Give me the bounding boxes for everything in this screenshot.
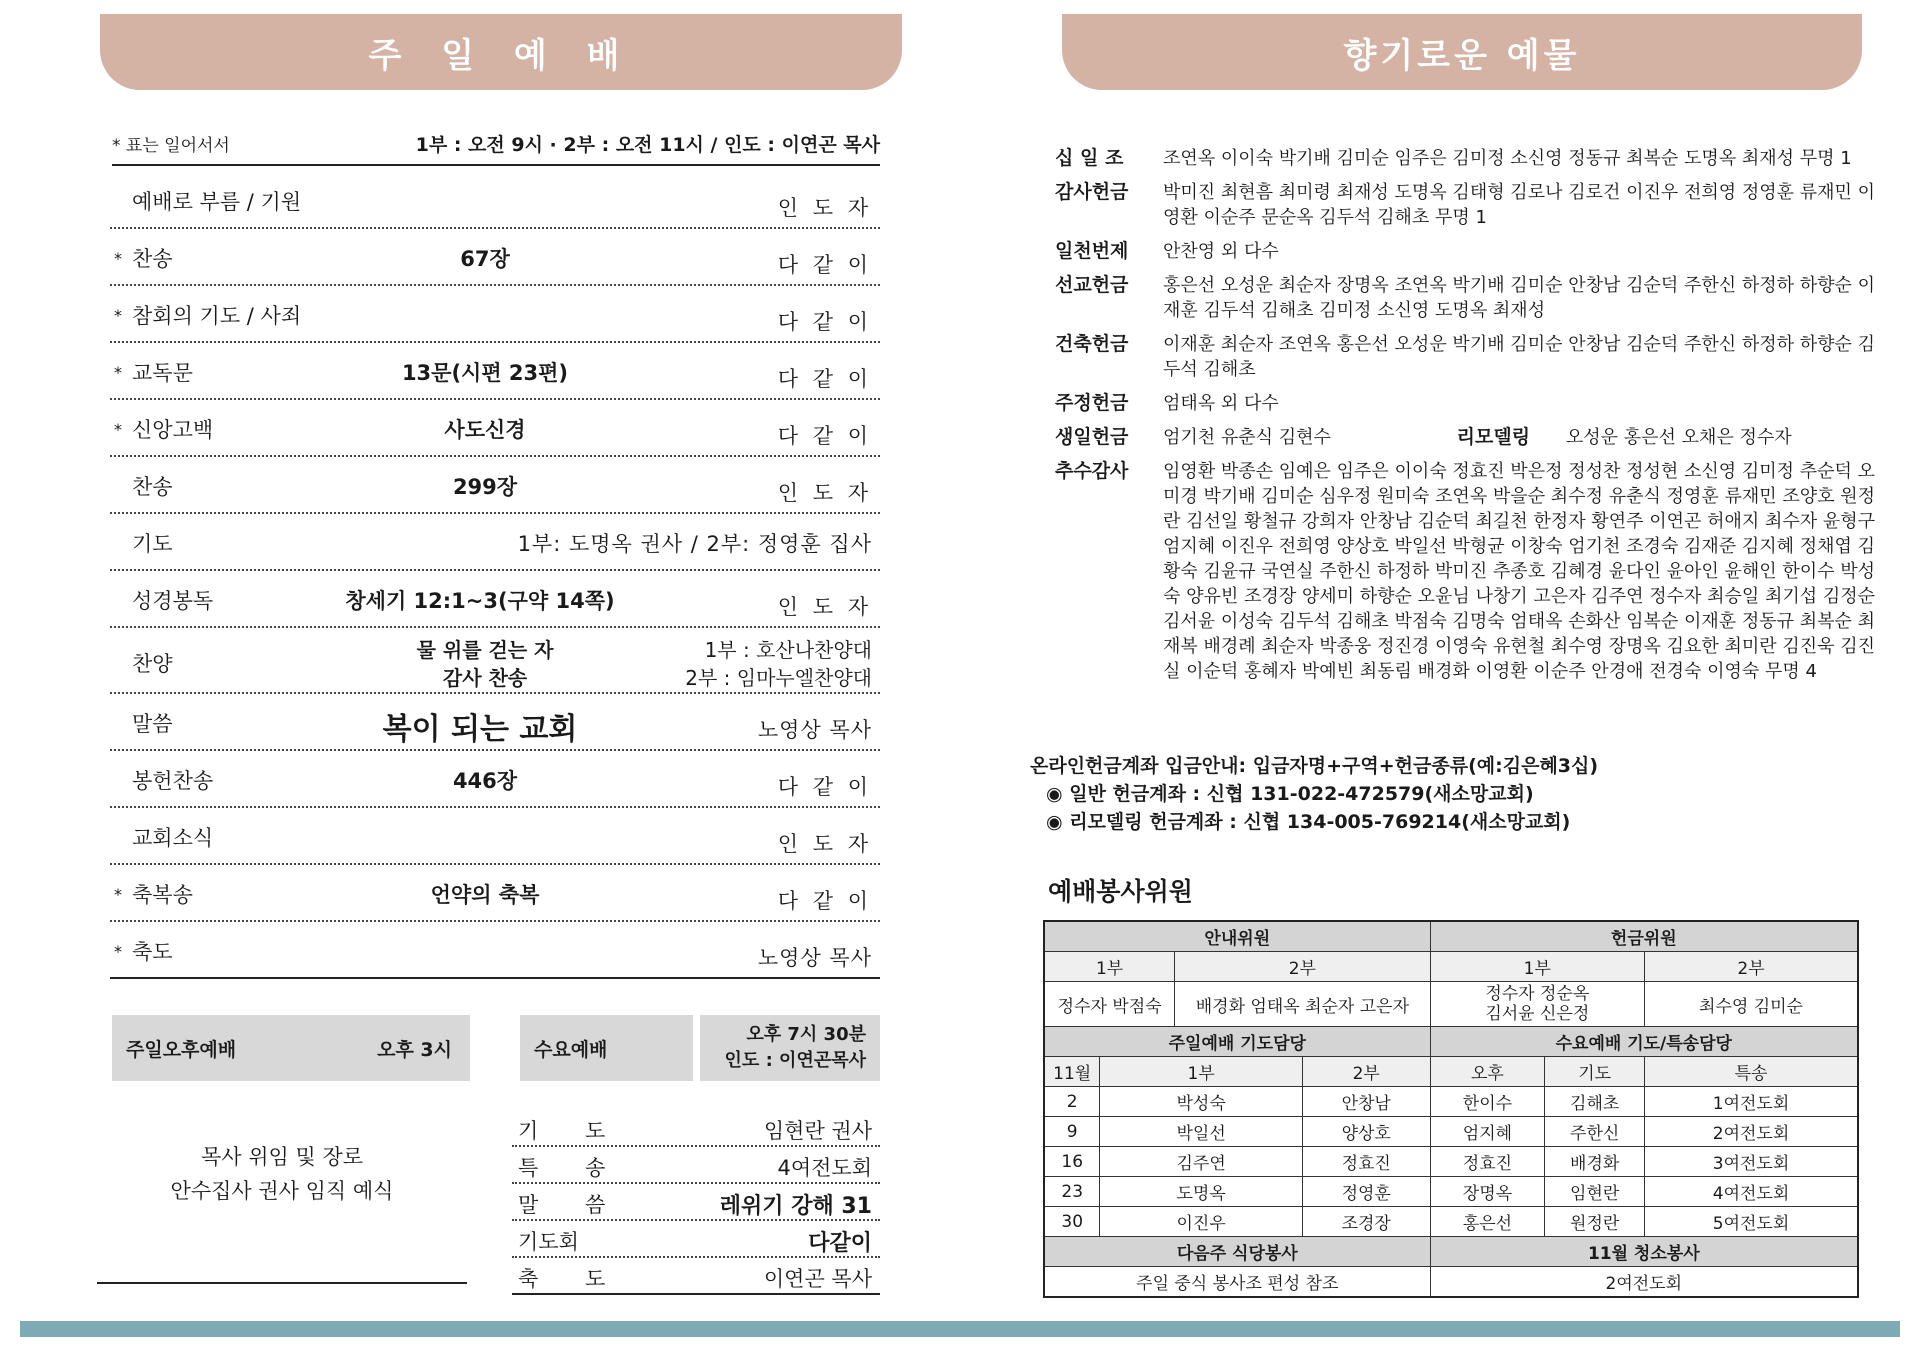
order-leader: 2부 : 임마누엘찬양대 [685, 666, 872, 690]
table-row [1044, 1147, 1858, 1177]
order-row [110, 808, 880, 865]
order-leader: 다 같 이 [777, 310, 872, 334]
order-row [110, 286, 880, 343]
name-cell: 배경화 [1545, 1147, 1645, 1177]
offering-type: 건축헌금 [1055, 333, 1129, 355]
order-label: 교회소식 [132, 826, 214, 850]
wednesday-leader: 인도 : 이연곤목사 [724, 1050, 866, 1071]
wednesday-row [512, 1184, 880, 1221]
offering-names: 홍은선 오성운 최순자 장명옥 조연옥 박기배 김미순 안창남 김순덕 주한신 하정하 하향순 이재훈 김두석 김해초 김미정 소신영 도명옥 최재성 [1163, 275, 1876, 321]
order-label: 찬양 [132, 652, 173, 676]
name-cell: 장명옥 [1430, 1177, 1545, 1207]
order-label: 성경봉독 [132, 589, 214, 613]
name-cell: 원정란 [1545, 1207, 1645, 1237]
wednesday-row [512, 1258, 880, 1295]
order-leader: 1부 : 호산나찬양대 [704, 638, 872, 662]
service-committee-table [1043, 920, 1859, 1298]
meal-service-header: 다음주 식당봉사 [1044, 1237, 1430, 1267]
offering-names: 엄태옥 외 다수 [1163, 393, 1279, 414]
order-label: 축복송 [132, 883, 193, 907]
offering-names: 임영환 박종손 임예은 임주은 이이숙 정효진 박은정 정성찬 정성현 소신영 김미정 추순덕 오미경 박기배 김미순 심우정 원미숙 조연옥 박을순 최수정 유춘식 정영훈 류재민 조양호 원정란 김선일 황철규 강희자 안창남 김순덕 최길천 한정자 황연주 이연곤 허애지 최수자 윤형구 엄지혜 이진우 전희영 양상호 박일선 박형균 이창숙 엄기천 조경숙 김재준 김지혜 정채엽 김황숙 김윤규 국연실 주한신 하정하 박미진 추종호 김혜경 윤다인 윤아인 윤해인 한이수 박성숙 양유빈 조경장 양세미 하향순 오윤님 나창기 고은자 김주연 정수자 최승일 최기섭 김정순 김서윤 이성숙 김두석 김해초 박점숙 김명숙 엄태옥 손화산 임복순 이재훈 정동규 최복순 최재복 배경례 최순자 박종웅 정진경 이영숙 유현철 최수영 장명옥 김요한 최미란 김진욱 김진실 이순덕 홍혜자 박예빈 최동림 배경화 이영환 이순주 안경애 전경숙 이영숙 무명 4 [1163, 461, 1876, 682]
meal-service-value: 주일 중식 봉사조 편성 참조 [1044, 1267, 1430, 1298]
remodel-account: ◉ 리모델링 헌금계좌 : 신협 134-005-769214(새소망교회) [1046, 811, 1571, 833]
part-label: 1부 [1044, 952, 1175, 982]
service-times: 1부 : 오전 9시 · 2부 : 오전 11시 / 인도 : 이연곤 목사 [415, 133, 880, 156]
wednesday-row-value: 4여전도회 [777, 1156, 872, 1180]
ordination-line: 목사 위임 및 장로 [200, 1145, 364, 1169]
part-label: 2부 [1645, 952, 1858, 982]
offering-names: 안찬영 외 다수 [1163, 241, 1279, 262]
online-giving-info [1030, 752, 1598, 836]
order-title: 창세기 12:1~3(구약 14쪽) [345, 589, 615, 613]
wednesday-prayer-header: 수요예배 기도/특송담당 [1430, 1027, 1858, 1057]
wednesday-order [512, 1110, 880, 1295]
table-row [1044, 1207, 1858, 1237]
general-account: ◉ 일반 헌금계좌 : 신협 131-022-472579(새소망교회) [1046, 783, 1534, 805]
name-cell: 한이수 [1430, 1087, 1545, 1117]
month-label: 11월 [1044, 1057, 1100, 1087]
offering-type: 생일헌금 [1055, 426, 1129, 448]
order-label: 예배로 부름 / 기원 [132, 190, 302, 214]
order-label: 신앙고백 [132, 418, 214, 442]
wednesday-row-value: 다같이 [808, 1231, 872, 1256]
order-leader: 1부: 도명옥 권사 / 2부: 정영훈 집사 [517, 532, 872, 556]
order-leader: 인 도 자 [777, 595, 872, 619]
standing-mark: * [114, 420, 122, 439]
name-cell: 양상호 [1302, 1117, 1430, 1147]
order-label: 찬송 [132, 247, 173, 271]
order-leader: 인 도 자 [777, 196, 872, 220]
group-cell: 2여전도회 [1645, 1117, 1858, 1147]
name-cell: 안창남 [1302, 1087, 1430, 1117]
date-cell: 23 [1044, 1177, 1100, 1207]
offering-row [1055, 239, 1875, 264]
date-cell: 16 [1044, 1147, 1100, 1177]
offerings-banner: 향기로운 예물 [1062, 14, 1862, 90]
group-cell: 5여전도회 [1645, 1207, 1858, 1237]
sermon-title: 복이 되는 교회 [382, 712, 578, 747]
committee-name-line: 김서윤 신은정 [1485, 1004, 1590, 1024]
column-label: 기도 [1545, 1057, 1645, 1087]
usher-header: 안내위원 [1044, 921, 1430, 952]
offering-type: 십 일 조 [1055, 147, 1124, 169]
afternoon-service-label: 주일오후예배 [112, 1015, 301, 1081]
name-cell: 조경장 [1302, 1207, 1430, 1237]
offering-row [1055, 391, 1875, 416]
part-label: 1부 [1430, 952, 1644, 982]
wednesday-row-label: 기도회 [518, 1230, 579, 1254]
order-row [110, 751, 880, 808]
table-row [1044, 1087, 1858, 1117]
order-row [110, 343, 880, 400]
name-cell: 엄지혜 [1430, 1117, 1545, 1147]
name-cell: 정효진 [1302, 1147, 1430, 1177]
wednesday-row-label: 특 송 [518, 1156, 626, 1180]
order-label: 교독문 [132, 361, 193, 385]
order-leader: 다 같 이 [777, 775, 872, 799]
order-row [110, 172, 880, 229]
table-row [1044, 1177, 1858, 1207]
offering-type: 일천번제 [1055, 240, 1129, 262]
wednesday-service-label: 수요예배 [520, 1015, 693, 1081]
standing-mark: * [114, 363, 122, 382]
offering-row [1055, 146, 1875, 171]
name-cell: 이진우 [1100, 1207, 1302, 1237]
standing-note: * 표는 일어서서 [112, 135, 230, 156]
offering-row [1055, 459, 1875, 684]
order-title: 사도신경 [444, 418, 526, 442]
name-cell: 홍은선 [1430, 1207, 1545, 1237]
sunday-prayer-header: 주일예배 기도담당 [1044, 1027, 1430, 1057]
column-label: 1부 [1100, 1057, 1302, 1087]
offering-committee-names: 최수영 김미순 [1645, 982, 1858, 1027]
order-leader: 노영상 목사 [757, 946, 872, 970]
wednesday-service-info [700, 1015, 880, 1081]
order-label: 봉헌찬송 [132, 769, 214, 793]
order-label: 축도 [132, 940, 173, 964]
part-label: 2부 [1175, 952, 1430, 982]
table-row [1044, 1117, 1858, 1147]
order-leader: 다 같 이 [777, 889, 872, 913]
wednesday-row-label: 축 도 [518, 1267, 626, 1291]
order-title: 감사 찬송 [442, 666, 528, 690]
offering-type: 추수감사 [1055, 460, 1129, 482]
offering-names: 이재훈 최순자 조연옥 홍은선 오성운 박기배 김미순 안창남 김순덕 주한신 하정하 하향순 김두석 김해초 [1163, 334, 1876, 380]
committee-name-line: 정수자 정순옥 [1485, 984, 1590, 1004]
name-cell: 정영훈 [1302, 1177, 1430, 1207]
order-title: 67장 [460, 247, 510, 271]
order-title: 언약의 축복 [430, 883, 540, 907]
order-leader: 인 도 자 [777, 481, 872, 505]
remodel-type: 리모델링 [1456, 426, 1531, 448]
wednesday-row-label: 말 씀 [518, 1193, 626, 1217]
order-leader: 인 도 자 [777, 832, 872, 856]
offering-type: 주정헌금 [1055, 392, 1129, 414]
order-leader: 다 같 이 [777, 253, 872, 277]
afternoon-service-time: 오후 3시 [292, 1015, 470, 1081]
offerings-list [1055, 146, 1875, 693]
name-cell: 도명옥 [1100, 1177, 1302, 1207]
ordination-notice [112, 1140, 452, 1208]
order-leader: 노영상 목사 [757, 718, 872, 742]
order-row [110, 457, 880, 514]
order-row [110, 922, 880, 979]
usher-names: 배경화 엄태옥 최순자 고은자 [1175, 982, 1430, 1027]
birthday-names: 엄기천 유춘식 김현수 [1163, 427, 1331, 448]
group-cell: 1여전도회 [1645, 1087, 1858, 1117]
order-row [110, 514, 880, 571]
name-cell: 임현란 [1545, 1177, 1645, 1207]
cleaning-service-header: 11월 청소봉사 [1430, 1237, 1858, 1267]
order-title: 299장 [452, 475, 518, 499]
name-cell: 박성숙 [1100, 1087, 1302, 1117]
date-cell: 30 [1044, 1207, 1100, 1237]
cleaning-service-value: 2여전도회 [1430, 1267, 1858, 1298]
wednesday-row [512, 1221, 880, 1258]
name-cell: 정효진 [1430, 1147, 1545, 1177]
sunday-worship-banner: 주 일 예 배 [100, 14, 902, 90]
standing-mark: * [114, 885, 122, 904]
name-cell: 김해초 [1545, 1087, 1645, 1117]
group-cell: 3여전도회 [1645, 1147, 1858, 1177]
order-label: 참회의 기도 / 사죄 [132, 304, 302, 328]
order-title: 13문(시편 23편) [401, 361, 569, 385]
divider [97, 1282, 467, 1284]
date-cell: 9 [1044, 1117, 1100, 1147]
order-leader: 다 같 이 [777, 424, 872, 448]
date-cell: 2 [1044, 1087, 1100, 1117]
offering-type: 선교헌금 [1055, 274, 1129, 296]
online-heading: 온라인헌금계좌 입금안내: 입금자명+구역+헌금종류(예:김은혜3십) [1030, 755, 1599, 777]
footer-band [20, 1321, 1900, 1337]
wednesday-row-value: 이연곤 목사 [763, 1267, 872, 1291]
order-of-worship [110, 172, 880, 979]
order-label: 말씀 [132, 712, 173, 736]
wednesday-row-value: 레위기 강해 31 [719, 1194, 872, 1219]
order-row [110, 400, 880, 457]
order-label: 기도 [132, 532, 173, 556]
offering-row [1055, 332, 1875, 382]
wednesday-row [512, 1147, 880, 1184]
service-committee-title: 예배봉사위원 [1048, 877, 1193, 906]
order-row [110, 571, 880, 628]
offering-committee-header: 헌금위원 [1430, 921, 1858, 952]
order-row [110, 229, 880, 286]
name-cell: 김주연 [1100, 1147, 1302, 1177]
offering-committee-names [1430, 982, 1644, 1027]
offering-row [1055, 425, 1875, 450]
wednesday-row-value: 임현란 권사 [763, 1119, 872, 1143]
offering-type: 감사헌금 [1055, 181, 1129, 203]
standing-mark: * [114, 942, 122, 961]
wednesday-time: 오후 7시 30분 [746, 1024, 866, 1045]
offering-names [1163, 425, 1875, 450]
order-row [110, 628, 880, 694]
usher-names: 정수자 박점숙 [1044, 982, 1175, 1027]
order-header [112, 128, 880, 166]
order-title: 물 위를 걷는 자 [416, 638, 554, 662]
order-label: 찬송 [132, 475, 173, 499]
offering-row [1055, 273, 1875, 323]
standing-mark: * [114, 249, 122, 268]
group-cell: 4여전도회 [1645, 1177, 1858, 1207]
column-label: 오후 [1430, 1057, 1545, 1087]
remodel-names: 오성운 홍은선 오채은 정수자 [1565, 427, 1792, 448]
name-cell: 박일선 [1100, 1117, 1302, 1147]
offering-row [1055, 180, 1875, 230]
name-cell: 주한신 [1545, 1117, 1645, 1147]
column-label: 2부 [1302, 1057, 1430, 1087]
order-row [110, 865, 880, 922]
order-row [110, 694, 880, 751]
wednesday-row [512, 1110, 880, 1147]
order-leader: 다 같 이 [777, 367, 872, 391]
ordination-line: 안수집사 권사 임직 예식 [170, 1179, 394, 1203]
order-title: 446장 [452, 769, 518, 793]
offering-names: 조연옥 이이숙 박기배 김미순 임주은 김미정 소신영 정동규 최복순 도명옥 최재성 무명 1 [1163, 148, 1852, 169]
offering-names: 박미진 최현흠 최미령 최재성 도명옥 김태형 김로나 김로건 이진우 전희영 정영훈 류재민 이영환 이순주 문순옥 김두석 김해초 무명 1 [1163, 182, 1876, 228]
standing-mark: * [114, 306, 122, 325]
wednesday-row-label: 기 도 [518, 1119, 626, 1143]
column-label: 특송 [1645, 1057, 1858, 1087]
